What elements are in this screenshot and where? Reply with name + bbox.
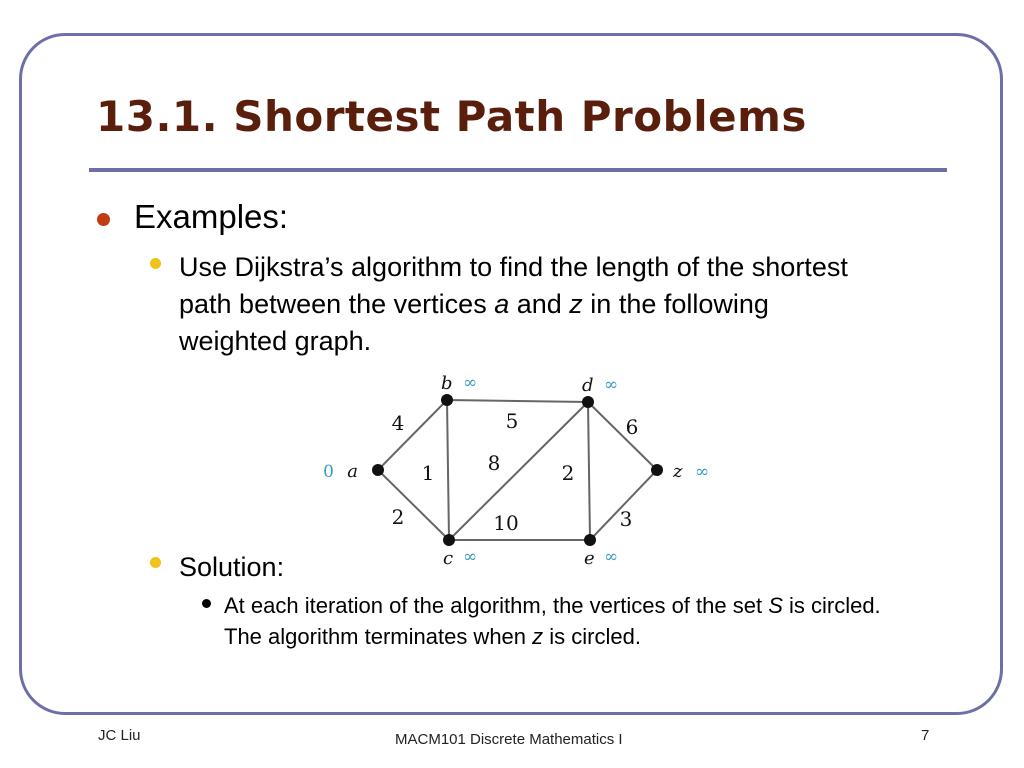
edge-weight-a-b: 4 xyxy=(391,411,405,435)
vertex-d xyxy=(582,396,594,408)
bullet-dot-icon xyxy=(202,599,211,608)
vertex-label-a: a xyxy=(347,461,358,482)
vertex-distance-b: ∞ xyxy=(463,373,478,393)
graph-edge-b-c xyxy=(447,400,449,540)
edge-weight-b-c: 1 xyxy=(421,461,435,485)
graph-edge-b-d xyxy=(447,400,588,402)
vertex-label-c: c xyxy=(443,548,454,569)
vertex-label-e: e xyxy=(584,548,595,569)
footer-page-number: 7 xyxy=(921,727,930,744)
graph-edge-d-e xyxy=(588,402,590,540)
solution-text: At each iteration of the algorithm, the vertices of the set S is circled. The algorithm terminates when z is circled. xyxy=(224,593,881,649)
edge-weight-e-z: 3 xyxy=(619,507,633,531)
bullet-dot-icon xyxy=(150,557,161,568)
vertex-z xyxy=(651,464,663,476)
vertex-label-b: b xyxy=(441,373,453,394)
vertex-distance-a: 0 xyxy=(323,462,334,482)
edge-weight-b-d: 5 xyxy=(505,409,519,433)
footer-author: JC Liu xyxy=(98,727,141,744)
vertex-distance-e: ∞ xyxy=(604,547,619,567)
edge-weight-c-d: 8 xyxy=(487,451,501,475)
vertex-distance-z: ∞ xyxy=(695,462,710,482)
vertex-b xyxy=(441,394,453,406)
edge-weight-d-z: 6 xyxy=(625,415,639,439)
graph-edge-a-c xyxy=(378,470,449,540)
vertex-e xyxy=(584,534,596,546)
vertex-a xyxy=(372,464,384,476)
vertex-distance-c: ∞ xyxy=(463,547,478,567)
vertex-label-z: z xyxy=(673,461,683,482)
edge-weight-d-e: 2 xyxy=(561,461,575,485)
example-text: Use Dijkstra’s algorithm to find the length of the shortest path between the vertices a and z in the following weighted graph. xyxy=(179,252,848,356)
graph-edge-a-b xyxy=(378,400,447,470)
edge-weight-c-e: 10 xyxy=(493,511,519,535)
vertex-distance-d: ∞ xyxy=(604,375,619,395)
vertex-label-d: d xyxy=(582,375,594,396)
solution-heading: Solution: xyxy=(179,552,285,582)
vertex-c xyxy=(443,534,455,546)
examples-heading: Examples: xyxy=(134,198,289,235)
footer-course: MACM101 Discrete Mathematics I xyxy=(395,731,623,748)
graph-edge-d-z xyxy=(588,402,657,470)
slide-title: 13.1. Shortest Path Problems xyxy=(96,92,807,141)
edge-weight-a-c: 2 xyxy=(391,505,405,529)
